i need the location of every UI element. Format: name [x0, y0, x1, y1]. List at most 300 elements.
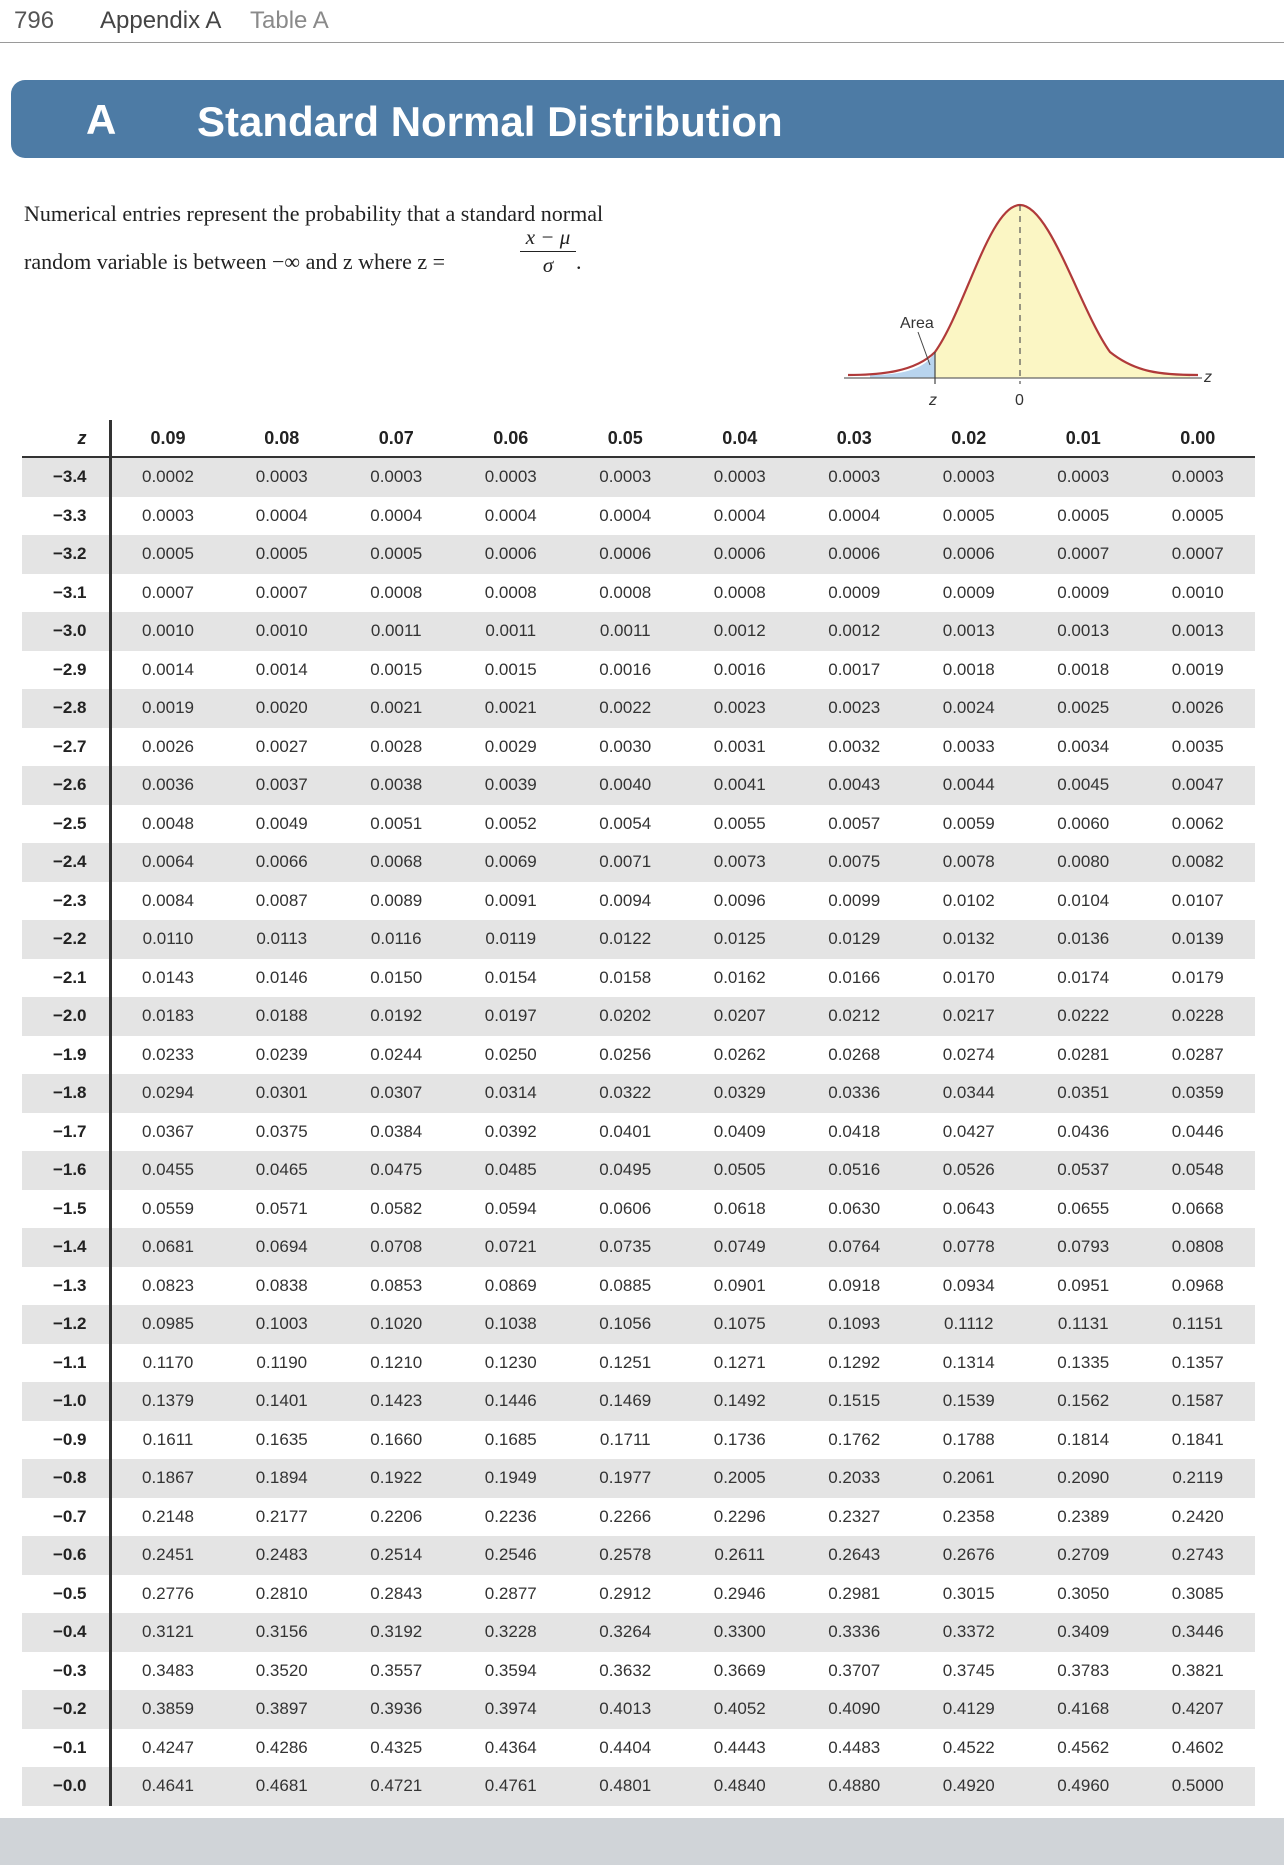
probability-cell: 0.1788	[912, 1421, 1027, 1460]
probability-cell: 0.1562	[1026, 1382, 1141, 1421]
probability-cell: 0.0823	[110, 1267, 225, 1306]
probability-cell: 0.4483	[797, 1729, 912, 1768]
probability-cell: 0.2981	[797, 1575, 912, 1614]
probability-cell: 0.4247	[110, 1729, 225, 1768]
probability-cell: 0.3707	[797, 1652, 912, 1691]
probability-cell: 0.4880	[797, 1767, 912, 1806]
probability-cell: 0.2514	[339, 1536, 454, 1575]
probability-cell: 0.0314	[454, 1074, 569, 1113]
probability-cell: 0.3085	[1141, 1575, 1256, 1614]
area-label: Area	[900, 315, 934, 332]
probability-cell: 0.0010	[110, 612, 225, 651]
probability-cell: 0.0455	[110, 1151, 225, 1190]
probability-cell: 0.2709	[1026, 1536, 1141, 1575]
probability-cell: 0.2912	[568, 1575, 683, 1614]
probability-cell: 0.1446	[454, 1382, 569, 1421]
probability-cell: 0.0274	[912, 1036, 1027, 1075]
table-row	[22, 497, 1255, 536]
probability-cell: 0.1492	[683, 1382, 798, 1421]
probability-cell: 0.0026	[110, 728, 225, 767]
probability-cell: 0.0055	[683, 805, 798, 844]
z-column-header	[22, 420, 110, 457]
probability-cell: 0.0233	[110, 1036, 225, 1075]
probability-cell: 0.0329	[683, 1074, 798, 1113]
probability-cell: 0.0013	[1141, 612, 1256, 651]
table-row	[22, 574, 1255, 613]
intro-line-2: random variable is between −∞ and z where z =	[24, 249, 446, 274]
probability-cell: 0.0721	[454, 1228, 569, 1267]
probability-cell: 0.1539	[912, 1382, 1027, 1421]
normal-curve-figure	[840, 200, 1220, 415]
probability-cell: 0.1112	[912, 1305, 1027, 1344]
z-value-cell: −0.9	[22, 1421, 110, 1460]
probability-cell: 0.0030	[568, 728, 683, 767]
probability-cell: 0.0150	[339, 959, 454, 998]
probability-cell: 0.4920	[912, 1767, 1027, 1806]
probability-cell: 0.0885	[568, 1267, 683, 1306]
probability-cell: 0.1949	[454, 1459, 569, 1498]
probability-cell: 0.0694	[225, 1228, 340, 1267]
column-header: 0.05	[568, 420, 683, 457]
z-value-cell: −1.8	[22, 1074, 110, 1113]
column-header: 0.09	[110, 420, 225, 457]
probability-cell: 0.0034	[1026, 728, 1141, 767]
fraction-denominator: σ	[542, 253, 554, 277]
z-value-cell: −0.6	[22, 1536, 110, 1575]
zero-tick-label: 0	[1015, 392, 1024, 409]
z-value-cell: −0.1	[22, 1729, 110, 1768]
z-value-cell: −0.2	[22, 1690, 110, 1729]
page-number: 796	[14, 7, 55, 34]
probability-cell: 0.0968	[1141, 1267, 1256, 1306]
probability-cell: 0.1056	[568, 1305, 683, 1344]
probability-cell: 0.0015	[454, 651, 569, 690]
probability-cell: 0.0005	[1141, 497, 1256, 536]
probability-cell: 0.4801	[568, 1767, 683, 1806]
probability-cell: 0.2946	[683, 1575, 798, 1614]
probability-cell: 0.0116	[339, 920, 454, 959]
probability-cell: 0.4443	[683, 1729, 798, 1768]
probability-cell: 0.0023	[683, 689, 798, 728]
probability-cell: 0.1335	[1026, 1344, 1141, 1383]
table-row	[22, 882, 1255, 921]
table-row	[22, 766, 1255, 805]
probability-cell: 0.4960	[1026, 1767, 1141, 1806]
table-row	[22, 843, 1255, 882]
probability-cell: 0.0197	[454, 997, 569, 1036]
probability-cell: 0.1357	[1141, 1344, 1256, 1383]
probability-cell: 0.0025	[1026, 689, 1141, 728]
table-row	[22, 959, 1255, 998]
probability-cell: 0.0475	[339, 1151, 454, 1190]
probability-cell: 0.0749	[683, 1228, 798, 1267]
probability-cell: 0.0436	[1026, 1113, 1141, 1152]
probability-cell: 0.1867	[110, 1459, 225, 1498]
probability-cell: 0.0003	[454, 457, 569, 497]
main-area-fill	[935, 205, 1190, 378]
z-value-cell: −3.4	[22, 457, 110, 497]
probability-cell: 0.0045	[1026, 766, 1141, 805]
z-value-cell: −1.1	[22, 1344, 110, 1383]
probability-cell: 0.0281	[1026, 1036, 1141, 1075]
probability-cell: 0.2578	[568, 1536, 683, 1575]
z-value-cell: −2.9	[22, 651, 110, 690]
z-value-cell: −3.0	[22, 612, 110, 651]
probability-cell: 0.3632	[568, 1652, 683, 1691]
z-tick-label: z	[929, 392, 937, 409]
probability-cell: 0.1003	[225, 1305, 340, 1344]
probability-cell: 0.4052	[683, 1690, 798, 1729]
probability-cell: 0.0132	[912, 920, 1027, 959]
probability-cell: 0.0505	[683, 1151, 798, 1190]
probability-cell: 0.0005	[110, 535, 225, 574]
probability-cell: 0.0057	[797, 805, 912, 844]
z-value-cell: −1.6	[22, 1151, 110, 1190]
probability-cell: 0.0099	[797, 882, 912, 921]
probability-cell: 0.0183	[110, 997, 225, 1036]
probability-cell: 0.1685	[454, 1421, 569, 1460]
probability-cell: 0.3936	[339, 1690, 454, 1729]
probability-cell: 0.3015	[912, 1575, 1027, 1614]
probability-cell: 0.0019	[110, 689, 225, 728]
z-value-cell: −0.3	[22, 1652, 110, 1691]
probability-cell: 0.3669	[683, 1652, 798, 1691]
probability-cell: 0.0009	[912, 574, 1027, 613]
z-value-cell: −2.6	[22, 766, 110, 805]
probability-cell: 0.0170	[912, 959, 1027, 998]
probability-cell: 0.2005	[683, 1459, 798, 1498]
probability-cell: 0.0094	[568, 882, 683, 921]
probability-cell: 0.4602	[1141, 1729, 1256, 1768]
probability-cell: 0.0020	[225, 689, 340, 728]
probability-cell: 0.2810	[225, 1575, 340, 1614]
probability-cell: 0.0022	[568, 689, 683, 728]
probability-cell: 0.0262	[683, 1036, 798, 1075]
probability-cell: 0.2676	[912, 1536, 1027, 1575]
z-value-cell: −1.0	[22, 1382, 110, 1421]
probability-cell: 0.0618	[683, 1190, 798, 1229]
probability-cell: 0.0401	[568, 1113, 683, 1152]
column-header: 0.07	[339, 420, 454, 457]
probability-cell: 0.0179	[1141, 959, 1256, 998]
probability-cell: 0.0029	[454, 728, 569, 767]
table-row	[22, 1729, 1255, 1768]
probability-cell: 0.0582	[339, 1190, 454, 1229]
probability-cell: 0.3228	[454, 1613, 569, 1652]
probability-cell: 0.0250	[454, 1036, 569, 1075]
probability-cell: 0.0048	[110, 805, 225, 844]
probability-cell: 0.1711	[568, 1421, 683, 1460]
probability-cell: 0.2148	[110, 1498, 225, 1537]
probability-cell: 0.1170	[110, 1344, 225, 1383]
probability-cell: 0.2236	[454, 1498, 569, 1537]
table-row	[22, 1498, 1255, 1537]
probability-cell: 0.0064	[110, 843, 225, 882]
probability-cell: 0.0017	[797, 651, 912, 690]
probability-cell: 0.0119	[454, 920, 569, 959]
table-row	[22, 920, 1255, 959]
probability-cell: 0.0008	[454, 574, 569, 613]
probability-cell: 0.1020	[339, 1305, 454, 1344]
probability-cell: 0.0054	[568, 805, 683, 844]
probability-cell: 0.0559	[110, 1190, 225, 1229]
probability-cell: 0.0002	[110, 457, 225, 497]
table-row	[22, 612, 1255, 651]
z-value-cell: −0.0	[22, 1767, 110, 1806]
table-row	[22, 1151, 1255, 1190]
probability-cell: 0.2420	[1141, 1498, 1256, 1537]
probability-cell: 0.0764	[797, 1228, 912, 1267]
z-formula-fraction	[520, 224, 576, 278]
probability-cell: 0.0465	[225, 1151, 340, 1190]
probability-cell: 0.0778	[912, 1228, 1027, 1267]
probability-cell: 0.0918	[797, 1267, 912, 1306]
probability-cell: 0.0080	[1026, 843, 1141, 882]
probability-cell: 0.0008	[339, 574, 454, 613]
table-row	[22, 805, 1255, 844]
probability-cell: 0.0003	[568, 457, 683, 497]
probability-cell: 0.0013	[912, 612, 1027, 651]
table-row	[22, 1113, 1255, 1152]
probability-cell: 0.0485	[454, 1151, 569, 1190]
probability-cell: 0.0268	[797, 1036, 912, 1075]
probability-cell: 0.0537	[1026, 1151, 1141, 1190]
probability-cell: 0.0040	[568, 766, 683, 805]
probability-cell: 0.2358	[912, 1498, 1027, 1537]
probability-cell: 0.2611	[683, 1536, 798, 1575]
probability-cell: 0.2327	[797, 1498, 912, 1537]
probability-cell: 0.0004	[797, 497, 912, 536]
probability-cell: 0.3121	[110, 1613, 225, 1652]
probability-cell: 0.0594	[454, 1190, 569, 1229]
running-head	[0, 0, 1284, 43]
probability-cell: 0.0154	[454, 959, 569, 998]
probability-cell: 0.3783	[1026, 1652, 1141, 1691]
probability-cell: 0.0006	[683, 535, 798, 574]
probability-cell: 0.0041	[683, 766, 798, 805]
probability-cell: 0.4761	[454, 1767, 569, 1806]
probability-cell: 0.1190	[225, 1344, 340, 1383]
probability-cell: 0.3821	[1141, 1652, 1256, 1691]
probability-cell: 0.0023	[797, 689, 912, 728]
table-body	[22, 457, 1255, 1806]
probability-cell: 0.1151	[1141, 1305, 1256, 1344]
probability-cell: 0.1635	[225, 1421, 340, 1460]
probability-cell: 0.1251	[568, 1344, 683, 1383]
probability-cell: 0.0018	[1026, 651, 1141, 690]
probability-cell: 0.0004	[225, 497, 340, 536]
table-row	[22, 1613, 1255, 1652]
probability-cell: 0.3050	[1026, 1575, 1141, 1614]
probability-cell: 0.1922	[339, 1459, 454, 1498]
probability-cell: 0.0069	[454, 843, 569, 882]
banner-letter: A	[86, 96, 117, 143]
probability-cell: 0.0548	[1141, 1151, 1256, 1190]
probability-cell: 0.1587	[1141, 1382, 1256, 1421]
probability-cell: 0.0228	[1141, 997, 1256, 1036]
probability-cell: 0.0007	[1141, 535, 1256, 574]
table-row	[22, 1767, 1255, 1806]
probability-cell: 0.1736	[683, 1421, 798, 1460]
probability-cell: 0.4840	[683, 1767, 798, 1806]
probability-cell: 0.0009	[797, 574, 912, 613]
probability-cell: 0.3336	[797, 1613, 912, 1652]
table-row	[22, 1421, 1255, 1460]
probability-cell: 0.0078	[912, 843, 1027, 882]
probability-cell: 0.2266	[568, 1498, 683, 1537]
probability-cell: 0.0307	[339, 1074, 454, 1113]
probability-cell: 0.0003	[1026, 457, 1141, 497]
probability-cell: 0.0075	[797, 843, 912, 882]
probability-cell: 0.0207	[683, 997, 798, 1036]
probability-cell: 0.3974	[454, 1690, 569, 1729]
table-row	[22, 651, 1255, 690]
probability-cell: 0.2877	[454, 1575, 569, 1614]
table-row	[22, 728, 1255, 767]
probability-cell: 0.4404	[568, 1729, 683, 1768]
probability-cell: 0.0188	[225, 997, 340, 1036]
probability-cell: 0.1977	[568, 1459, 683, 1498]
probability-cell: 0.1131	[1026, 1305, 1141, 1344]
probability-cell: 0.0129	[797, 920, 912, 959]
table-row	[22, 1690, 1255, 1729]
probability-cell: 0.0985	[110, 1305, 225, 1344]
z-value-cell: −1.5	[22, 1190, 110, 1229]
z-value-cell: −2.8	[22, 689, 110, 728]
probability-cell: 0.0287	[1141, 1036, 1256, 1075]
probability-cell: 0.4168	[1026, 1690, 1141, 1729]
z-value-cell: −1.9	[22, 1036, 110, 1075]
probability-cell: 0.0202	[568, 997, 683, 1036]
probability-cell: 0.1423	[339, 1382, 454, 1421]
probability-cell: 0.0217	[912, 997, 1027, 1036]
probability-cell: 0.0367	[110, 1113, 225, 1152]
probability-cell: 0.0084	[110, 882, 225, 921]
probability-cell: 0.0294	[110, 1074, 225, 1113]
fraction-period: .	[576, 249, 582, 274]
probability-cell: 0.0418	[797, 1113, 912, 1152]
probability-cell: 0.4522	[912, 1729, 1027, 1768]
probability-cell: 0.0003	[225, 457, 340, 497]
probability-cell: 0.0239	[225, 1036, 340, 1075]
probability-cell: 0.0158	[568, 959, 683, 998]
probability-cell: 0.0031	[683, 728, 798, 767]
probability-cell: 0.3745	[912, 1652, 1027, 1691]
probability-cell: 0.0793	[1026, 1228, 1141, 1267]
normal-distribution-table	[22, 420, 1255, 1806]
column-header: 0.04	[683, 420, 798, 457]
probability-cell: 0.0384	[339, 1113, 454, 1152]
probability-cell: 0.1038	[454, 1305, 569, 1344]
probability-cell: 0.0089	[339, 882, 454, 921]
probability-cell: 0.0068	[339, 843, 454, 882]
probability-cell: 0.0052	[454, 805, 569, 844]
z-value-cell: −2.7	[22, 728, 110, 767]
probability-cell: 0.4325	[339, 1729, 454, 1768]
probability-cell: 0.0004	[683, 497, 798, 536]
probability-cell: 0.2177	[225, 1498, 340, 1537]
probability-cell: 0.0125	[683, 920, 798, 959]
probability-cell: 0.0019	[1141, 651, 1256, 690]
probability-cell: 0.0838	[225, 1267, 340, 1306]
probability-cell: 0.1469	[568, 1382, 683, 1421]
table-row	[22, 1190, 1255, 1229]
column-header: 0.08	[225, 420, 340, 457]
table-row	[22, 535, 1255, 574]
probability-cell: 0.0015	[339, 651, 454, 690]
probability-cell: 0.0003	[1141, 457, 1256, 497]
probability-cell: 0.0934	[912, 1267, 1027, 1306]
column-header: 0.06	[454, 420, 569, 457]
probability-cell: 0.0256	[568, 1036, 683, 1075]
probability-cell: 0.0062	[1141, 805, 1256, 844]
probability-cell: 0.0107	[1141, 882, 1256, 921]
z-value-cell: −2.3	[22, 882, 110, 921]
probability-cell: 0.0336	[797, 1074, 912, 1113]
probability-cell: 0.0011	[454, 612, 569, 651]
fraction-numerator: x − μ	[520, 224, 576, 252]
probability-cell: 0.0392	[454, 1113, 569, 1152]
table-row	[22, 1267, 1255, 1306]
probability-cell: 0.0951	[1026, 1267, 1141, 1306]
probability-cell: 0.0014	[225, 651, 340, 690]
probability-cell: 0.1814	[1026, 1421, 1141, 1460]
probability-cell: 0.2643	[797, 1536, 912, 1575]
probability-cell: 0.4207	[1141, 1690, 1256, 1729]
probability-cell: 0.0018	[912, 651, 1027, 690]
probability-cell: 0.0427	[912, 1113, 1027, 1152]
probability-cell: 0.0375	[225, 1113, 340, 1152]
probability-cell: 0.1292	[797, 1344, 912, 1383]
probability-cell: 0.0006	[797, 535, 912, 574]
probability-cell: 0.0024	[912, 689, 1027, 728]
z-value-cell: −1.7	[22, 1113, 110, 1152]
z-value-cell: −1.2	[22, 1305, 110, 1344]
probability-cell: 0.0003	[339, 457, 454, 497]
page-title: Standard Normal Distribution	[197, 98, 783, 145]
column-header: 0.02	[912, 420, 1027, 457]
probability-cell: 0.0006	[912, 535, 1027, 574]
probability-cell: 0.0037	[225, 766, 340, 805]
z-value-cell: −3.2	[22, 535, 110, 574]
probability-cell: 0.3557	[339, 1652, 454, 1691]
probability-cell: 0.0027	[225, 728, 340, 767]
probability-cell: 0.2843	[339, 1575, 454, 1614]
probability-cell: 0.0007	[1026, 535, 1141, 574]
header-row	[22, 420, 1255, 457]
z-value-cell: −3.3	[22, 497, 110, 536]
column-header: 0.00	[1141, 420, 1256, 457]
probability-cell: 0.0047	[1141, 766, 1256, 805]
probability-cell: 0.0446	[1141, 1113, 1256, 1152]
probability-cell: 0.0853	[339, 1267, 454, 1306]
probability-cell: 0.2389	[1026, 1498, 1141, 1537]
probability-cell: 0.0222	[1026, 997, 1141, 1036]
probability-cell: 0.0021	[454, 689, 569, 728]
probability-cell: 0.0516	[797, 1151, 912, 1190]
probability-cell: 0.0008	[683, 574, 798, 613]
probability-cell: 0.0901	[683, 1267, 798, 1306]
table-row	[22, 1036, 1255, 1075]
appendix-label: Appendix A	[100, 7, 222, 34]
z-value-cell: −0.4	[22, 1613, 110, 1652]
probability-cell: 0.0005	[339, 535, 454, 574]
probability-cell: 0.0571	[225, 1190, 340, 1229]
table-row	[22, 1536, 1255, 1575]
probability-cell: 0.2090	[1026, 1459, 1141, 1498]
z-value-cell: −0.8	[22, 1459, 110, 1498]
probability-cell: 0.0038	[339, 766, 454, 805]
